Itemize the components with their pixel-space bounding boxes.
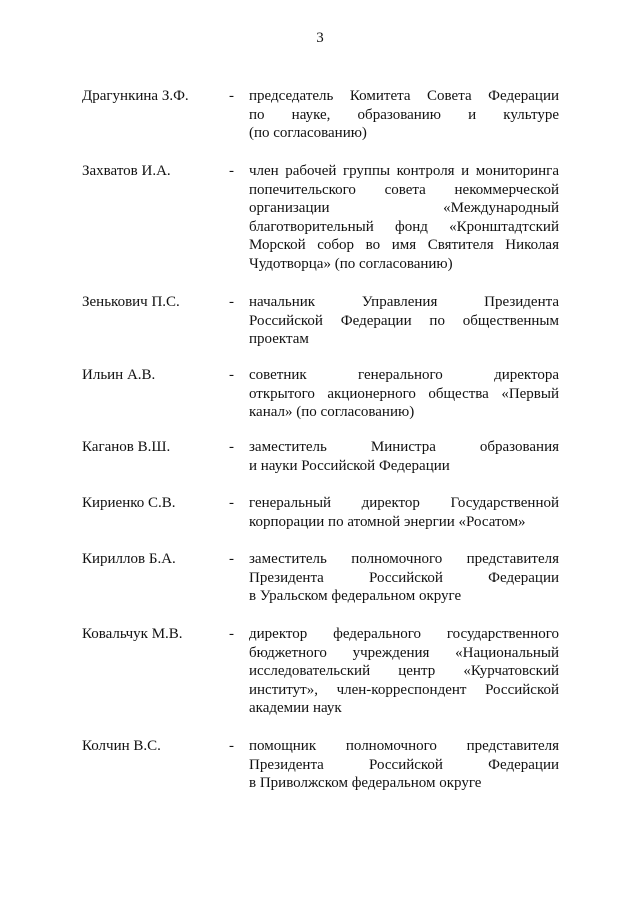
description-line: (по согласованию) — [249, 125, 367, 141]
description-line: институт», член-корреспондент Российской — [249, 681, 559, 698]
separator-dash: - — [229, 163, 234, 179]
description-line: начальник Управления Президента — [249, 294, 559, 310]
description-line: исследовательский центр «Курчатовский — [249, 663, 559, 679]
description-line: Президента Российской Федерации — [249, 569, 559, 586]
position-description — [249, 293, 559, 349]
description-line: в Приволжском федеральном округе — [249, 775, 482, 791]
description-line: генеральный директор Государственной — [249, 495, 559, 511]
description-line: советник генерального директора — [249, 367, 559, 383]
position-description — [249, 737, 559, 793]
person-name: Захватов И.А. — [82, 163, 171, 179]
description-line: Морской собор во имя Святителя Николая — [249, 237, 559, 253]
person-name: Каганов В.Ш. — [82, 439, 171, 455]
description-line: канал» (по согласованию) — [249, 404, 415, 420]
person-name: Кириенко С.В. — [82, 495, 176, 511]
person-name: Зенькович П.С. — [82, 294, 180, 310]
description-line: и науки Российской Федерации — [249, 457, 450, 474]
person-name: Ильин А.В. — [82, 367, 156, 383]
description-line: Чудотворца» (по согласованию) — [249, 255, 453, 272]
person-name: Драгункина З.Ф. — [82, 88, 189, 104]
separator-dash: - — [229, 294, 234, 310]
position-description — [249, 550, 559, 606]
description-line: член рабочей группы контроля и мониторинга — [249, 163, 559, 179]
position-description — [249, 438, 559, 475]
description-line: организации «Международный — [249, 200, 559, 216]
position-description — [249, 87, 559, 143]
description-line: Российской Федерации по общественным — [249, 312, 559, 329]
description-line: помощник полномочного представителя — [249, 738, 559, 754]
description-line: открытого акционерного общества «Первый — [249, 385, 559, 402]
separator-dash: - — [229, 439, 234, 455]
description-line: в Уральском федеральном округе — [249, 588, 462, 604]
position-description — [249, 625, 559, 718]
description-line: заместитель Министра образования — [249, 439, 559, 455]
description-line: бюджетного учреждения «Национальный — [249, 644, 559, 661]
page-number: 3 — [316, 30, 324, 46]
description-line: корпорации по атомной энергии «Росатом» — [249, 513, 526, 530]
position-description — [249, 366, 559, 422]
description-line: попечительского совета некоммерческой — [249, 181, 559, 198]
separator-dash: - — [229, 626, 234, 642]
description-line: проектам — [249, 331, 309, 347]
separator-dash: - — [229, 738, 234, 754]
description-line: благотворительный фонд «Кронштадтский — [249, 218, 559, 235]
person-name: Кириллов Б.А. — [82, 551, 176, 567]
separator-dash: - — [229, 88, 234, 104]
description-line: председатель Комитета Совета Федерации — [249, 88, 559, 104]
person-name: Колчин В.С. — [82, 738, 161, 754]
position-description — [249, 494, 559, 531]
description-line: по науке, образованию и культуре — [249, 106, 559, 123]
description-line: директор федерального государственного — [249, 626, 559, 642]
separator-dash: - — [229, 495, 234, 511]
description-line: академии наук — [249, 700, 342, 716]
position-description — [249, 162, 559, 273]
separator-dash: - — [229, 367, 234, 383]
description-line: заместитель полномочного представителя — [249, 551, 559, 567]
description-line: Президента Российской Федерации — [249, 756, 559, 773]
person-name: Ковальчук М.В. — [82, 626, 183, 642]
separator-dash: - — [229, 551, 234, 567]
